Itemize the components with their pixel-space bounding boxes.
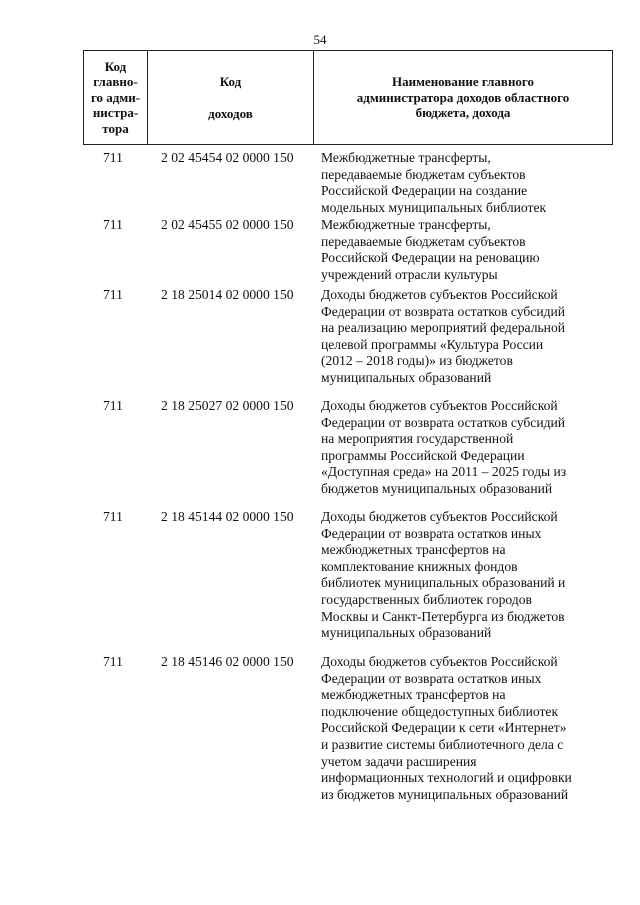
income-code: 2 02 45455 02 0000 150: [161, 217, 294, 232]
income-code: 2 02 45454 02 0000 150: [161, 150, 294, 165]
admin-code: 711: [103, 217, 123, 232]
income-name: Межбюджетные трансферты, передаваемые бюджетам субъектов Российской Федерации на создание модельных муниципальных библиотек: [321, 150, 547, 215]
income-code: 2 18 25027 02 0000 150: [161, 398, 294, 413]
admin-code: 711: [103, 150, 123, 165]
header-income-code: Код доходов: [147, 51, 313, 144]
admin-code: 711: [103, 398, 123, 413]
page-number: 54: [313, 32, 327, 47]
income-name: Доходы бюджетов субъектов Российской Федерации от возврата остатков субсидий на мероприятия государственной программы Российской Федерации «Доступная среда» на 2011 – 2025 годы из бюджетов муниципальных образований: [321, 398, 567, 496]
admin-code: 711: [103, 509, 123, 524]
income-name: Доходы бюджетов субъектов Российской Федерации от возврата остатков иных межбюджетных трансфертов на подключение общедоступных библиотек Российской Федерации к сети «Интернет» и развитие системы библиотечного дела с учетом задачи расширения информационных технологий и оцифровки из бюджетов муниципальных образований: [321, 654, 572, 802]
income-code: 2 18 25014 02 0000 150: [161, 287, 294, 302]
income-code: 2 18 45144 02 0000 150: [161, 509, 294, 524]
income-code: 2 18 45146 02 0000 150: [161, 654, 294, 669]
income-name: Доходы бюджетов субъектов Российской Федерации от возврата остатков субсидий на реализацию мероприятий федеральной целевой программы «Культура России (2012 – 2018 годы)» из бюджетов муниципальных образований: [321, 287, 566, 385]
header-admin-code: Код главно- го адми- нистра- тора: [83, 51, 147, 144]
header-name: Наименование главного администратора доходов областного бюджета, дохода: [313, 51, 613, 144]
income-name: Межбюджетные трансферты, передаваемые бюджетам субъектов Российской Федерации на реновацию учреждений отрасли культуры: [321, 217, 540, 282]
income-name: Доходы бюджетов субъектов Российской Федерации от возврата остатков иных межбюджетных трансфертов на комплектование книжных фондов библиотек муниципальных образований и государственных библиотек городов Москвы и Санкт-Петербурга из бюджетов муниципальных образований: [321, 509, 566, 641]
admin-code: 711: [103, 287, 123, 302]
admin-code: 711: [103, 654, 123, 669]
table-header: [83, 50, 613, 145]
